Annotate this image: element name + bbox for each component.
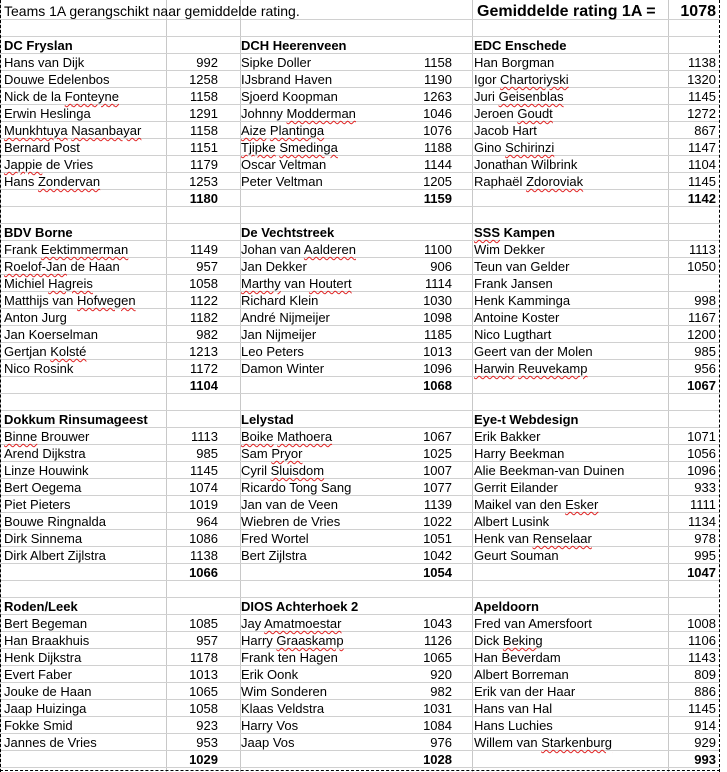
player-rating: 1084 [423,718,452,733]
player-name: Erik Oonk [241,667,299,682]
player-name: Jaap Huizinga [4,701,87,716]
grid-row-line [0,325,720,326]
player-rating: 1114 [425,276,452,291]
player-name: Johnny Modderman [241,106,356,121]
player-rating: 1100 [424,242,452,257]
player-name: Aize Plantinga [241,123,325,138]
player-rating: 1139 [424,497,452,512]
grid-row-line [0,512,720,513]
player-rating: 982 [430,684,452,699]
player-rating: 1138 [190,548,218,563]
player-rating: 992 [196,55,218,70]
team-average-rating: 1029 [189,752,218,767]
team-average-rating: 1054 [423,565,452,580]
player-name: Oscar Veltman [241,157,327,172]
player-name: Peter Veltman [241,174,323,189]
player-name: Han Beverdam [474,650,561,665]
page-break-left [0,0,1,772]
grid-row-line [0,495,720,496]
player-name: Jay Amatmoestar [241,616,342,631]
player-rating: 1086 [189,531,218,546]
player-rating: 1213 [189,344,218,359]
player-name: Sjoerd Koopman [241,89,338,104]
team-average-rating: 1104 [189,378,218,393]
player-name: Jan Koerselman [4,327,98,342]
player-rating: 1113 [689,242,716,257]
player-name: Jan van de Veen [241,497,338,512]
sheet-title: Teams 1A gerangschikt naar gemiddelde rating. [4,3,300,19]
grid-row-line [0,36,720,37]
player-name: Piet Pieters [4,497,71,512]
player-rating: 956 [694,361,716,376]
player-rating: 1085 [189,616,218,631]
player-rating: 1158 [190,123,218,138]
player-rating: 1013 [189,667,218,682]
player-rating: 1019 [189,497,218,512]
grid-row-line [0,172,720,173]
player-rating: 914 [694,718,716,733]
player-rating: 1113 [191,429,218,444]
player-name: Erwin Heslinga [4,106,91,121]
player-rating: 1007 [423,463,452,478]
player-rating: 1106 [688,633,716,648]
player-name: Jan Nijmeijer [241,327,317,342]
player-name: Fred van Amersfoort [474,616,592,631]
player-rating: 1058 [189,276,218,291]
grid-row-line [0,53,720,54]
player-rating: 1145 [688,89,716,104]
team-average-rating: 1068 [423,378,452,393]
team-average-rating: 1066 [189,565,218,580]
player-rating: 1043 [423,616,452,631]
player-name: Nick de la Fonteyne [4,89,119,104]
player-rating: 957 [196,633,218,648]
player-name: Harwin Reuvekamp [474,361,588,376]
player-rating: 1051 [423,531,452,546]
player-rating: 1258 [189,72,218,87]
player-name: Hans Zondervan [4,174,101,189]
player-name: Jonathan Wilbrink [474,157,578,172]
player-rating: 1145 [688,174,716,189]
player-rating: 923 [196,718,218,733]
player-name: Alie Beekman-van Duinen [474,463,625,478]
player-name: Henk Dijkstra [4,650,82,665]
player-name: Raphaël Zdoroviak [474,174,584,189]
player-name: Igor Chartoriyski [474,72,569,87]
team-name: SSS Kampen [474,225,555,240]
player-rating: 1172 [190,361,218,376]
player-rating: 1145 [190,463,218,478]
player-name: Jacob Hart [474,123,537,138]
player-name: Roelof-Jan de Haan [4,259,120,274]
player-rating: 1042 [423,548,452,563]
player-name: Fred Wortel [241,531,309,546]
player-name: Sam Pryor [241,446,303,461]
player-rating: 985 [196,446,218,461]
player-rating: 867 [694,123,716,138]
team-average-rating: 1067 [687,378,716,393]
grid-row-line [0,631,720,632]
player-rating: 1188 [424,140,452,155]
player-name: Bert Oegema [4,480,82,495]
player-rating: 1046 [423,106,452,121]
player-name: Harry Graaskamp [241,633,344,648]
player-rating: 1145 [688,701,716,716]
player-rating: 985 [694,344,716,359]
player-name: Ricardo Tong Sang [241,480,352,495]
player-name: Jaap Vos [241,735,295,750]
player-name: Frank ten Hagen [241,650,338,665]
grid-row-line [0,682,720,683]
player-name: Bert Begeman [4,616,88,631]
average-rating-value: 1078 [680,3,716,20]
player-name: Marthy van Houtert [241,276,352,291]
player-name: Gertjan Kolsté [4,344,87,359]
average-rating-label: Gemiddelde rating 1A = [477,3,656,20]
player-rating: 1098 [423,310,452,325]
player-name: Fokke Smid [4,718,73,733]
player-rating: 1151 [190,140,218,155]
player-name: Albert Borreman [474,667,569,682]
player-name: Dick Beking [474,633,543,648]
player-name: Harry Vos [241,718,299,733]
player-rating: 1143 [688,650,716,665]
page-break-right [719,0,720,772]
team-name: Lelystad [241,412,294,427]
player-rating: 1149 [190,242,218,257]
player-rating: 1200 [687,327,716,342]
player-rating: 1096 [423,361,452,376]
team-average-rating: 1047 [687,565,716,580]
player-name: Henk van Renselaar [474,531,592,546]
team-average-rating: 1159 [423,191,452,206]
player-rating: 906 [430,259,452,274]
player-name: Arend Dijkstra [4,446,86,461]
player-rating: 1190 [424,72,452,87]
player-rating: 1179 [190,157,218,172]
player-name: Sipke Doller [241,55,312,70]
player-rating: 1178 [190,650,218,665]
player-name: Dirk Sinnema [4,531,83,546]
player-rating: 1056 [687,446,716,461]
player-name: Douwe Edelenbos [4,72,110,87]
player-name: Hans van Dijk [4,55,85,70]
player-name: Willem van Starkenburg [474,735,613,750]
player-rating: 1138 [688,55,716,70]
player-name: Boike Mathoera [241,429,333,444]
player-name: Damon Winter [241,361,325,376]
grid-row-line [0,580,720,581]
player-rating: 886 [694,684,716,699]
player-rating: 957 [196,259,218,274]
player-name: Wiebren de Vries [241,514,341,529]
player-name: Tjipke Smedinga [241,140,338,155]
player-name: Binne Brouwer [4,429,90,444]
player-name: Geurt Souman [474,548,559,563]
player-rating: 1126 [424,633,452,648]
team-name: Roden/Leek [4,599,78,614]
player-name: Richard Klein [241,293,319,308]
player-name: Cyril Sluisdom [241,463,325,478]
grid-row-line [0,665,720,666]
player-rating: 1008 [687,616,716,631]
player-rating: 1096 [687,463,716,478]
player-name: Klaas Veldstra [241,701,325,716]
grid-row-line [0,614,720,615]
player-rating: 1031 [423,701,452,716]
player-rating: 995 [694,548,716,563]
grid-row-line [0,648,720,649]
grid-row-line [0,699,720,700]
player-rating: 1104 [688,157,716,172]
player-rating: 1134 [688,514,716,529]
grid-row-line [0,223,720,224]
player-name: Anton Jurg [4,310,67,325]
grid-column-line [166,0,167,772]
player-name: Frank Eektimmerman [4,242,129,257]
grid-row-line [0,444,720,445]
player-rating: 1067 [423,429,452,444]
player-rating: 998 [694,293,716,308]
grid-row-line [0,359,720,360]
player-rating: 920 [430,667,452,682]
team-name: EDC Enschede [474,38,567,53]
player-name: Teun van Gelder [474,259,570,274]
player-name: Gino Schirinzi [474,140,555,155]
player-name: Wim Sonderen [241,684,328,699]
player-name: Bert Zijlstra [241,548,307,563]
player-rating: 1030 [423,293,452,308]
team-name: DCH Heerenveen [241,38,347,53]
player-rating: 1182 [190,310,218,325]
player-rating: 1071 [687,429,716,444]
team-name: DC Fryslan [4,38,73,53]
grid-row-line [0,342,720,343]
player-rating: 1320 [687,72,716,87]
grid-row-line [0,189,720,190]
team-name: Dokkum Rinsumageest [4,412,148,427]
player-rating: 1291 [189,106,218,121]
player-rating: 933 [694,480,716,495]
team-average-rating: 993 [694,752,716,767]
player-name: Henk Kamminga [474,293,571,308]
player-name: Wim Dekker [474,242,545,257]
player-rating: 809 [694,667,716,682]
grid-row-line [0,393,720,394]
player-rating: 1074 [189,480,218,495]
player-name: IJsbrand Haven [241,72,333,87]
grid-row-line [0,376,720,377]
player-name: Jappie de Vries [4,157,94,172]
player-name: Michiel Hagreis [4,276,93,291]
player-rating: 1263 [423,89,452,104]
player-rating: 976 [430,735,452,750]
team-average-rating: 1142 [687,191,716,206]
player-rating: 1076 [423,123,452,138]
player-rating: 1058 [189,701,218,716]
player-rating: 1111 [689,497,716,512]
player-rating: 982 [196,327,218,342]
player-name: Han Borgman [474,55,555,70]
grid-row-line [0,529,720,530]
player-rating: 978 [694,531,716,546]
player-rating: 1065 [423,650,452,665]
player-name: Bouwe Ringnalda [4,514,106,529]
player-name: Juri Geisenblas [474,89,564,104]
player-name: Jeroen Goudt [474,106,553,121]
player-rating: 1065 [189,684,218,699]
player-rating: 1025 [423,446,452,461]
player-rating: 1050 [687,259,716,274]
player-name: Han Braakhuis [4,633,90,648]
player-name: Linze Houwink [4,463,89,478]
player-name: Hans van Hal [474,701,553,716]
player-name: Jouke de Haan [4,684,92,699]
team-average-rating: 1028 [423,752,452,767]
player-name: Frank Jansen [474,276,553,291]
player-name: Gerrit Eilander [474,480,558,495]
player-rating: 1253 [189,174,218,189]
player-name: Leo Peters [241,344,304,359]
player-name: Jan Dekker [241,259,307,274]
player-rating: 1167 [688,310,716,325]
player-rating: 953 [196,735,218,750]
player-name: Bernard Post [4,140,80,155]
grid-row-line [0,716,720,717]
player-name: Erik Bakker [474,429,541,444]
player-rating: 1158 [424,55,452,70]
team-average-rating: 1180 [189,191,218,206]
page-break-bottom [0,770,720,771]
player-rating: 1185 [424,327,452,342]
grid-row-line [0,206,720,207]
player-rating: 1122 [190,293,218,308]
player-name: Nico Lugthart [474,327,552,342]
player-name: Munkhtuya Nasanbayar [4,123,142,138]
player-rating: 1144 [424,157,452,172]
player-rating: 1158 [190,89,218,104]
player-name: Antoine Koster [474,310,560,325]
player-name: Erik van der Haar [474,684,576,699]
team-name: BDV Borne [4,225,73,240]
player-name: Matthijs van Hofwegen [4,293,136,308]
player-name: Dirk Albert Zijlstra [4,548,106,563]
grid-row-line [0,155,720,156]
player-rating: 964 [196,514,218,529]
team-name: DIOS Achterhoek 2 [241,599,359,614]
player-rating: 1077 [423,480,452,495]
grid-row-line [0,597,720,598]
player-name: Maikel van den Esker [474,497,599,512]
player-rating: 929 [694,735,716,750]
player-name: Johan van Aalderen [241,242,356,257]
player-name: Evert Faber [4,667,72,682]
player-name: Jannes de Vries [4,735,97,750]
grid-row-line [0,546,720,547]
player-rating: 1022 [423,514,452,529]
team-name: De Vechtstreek [241,225,335,240]
player-rating: 1013 [423,344,452,359]
player-rating: 1272 [687,106,716,121]
player-name: Harry Beekman [474,446,565,461]
player-rating: 1147 [688,140,716,155]
team-name: Apeldoorn [474,599,539,614]
player-rating: 1205 [423,174,452,189]
player-name: Nico Rosink [4,361,74,376]
player-name: Geert van der Molen [474,344,593,359]
player-name: Hans Luchies [474,718,553,733]
team-name: Eye-t Webdesign [474,412,579,427]
grid-row-line [0,767,720,768]
player-name: André Nijmeijer [241,310,330,325]
player-name: Albert Lusink [474,514,550,529]
grid-row-line [0,563,720,564]
